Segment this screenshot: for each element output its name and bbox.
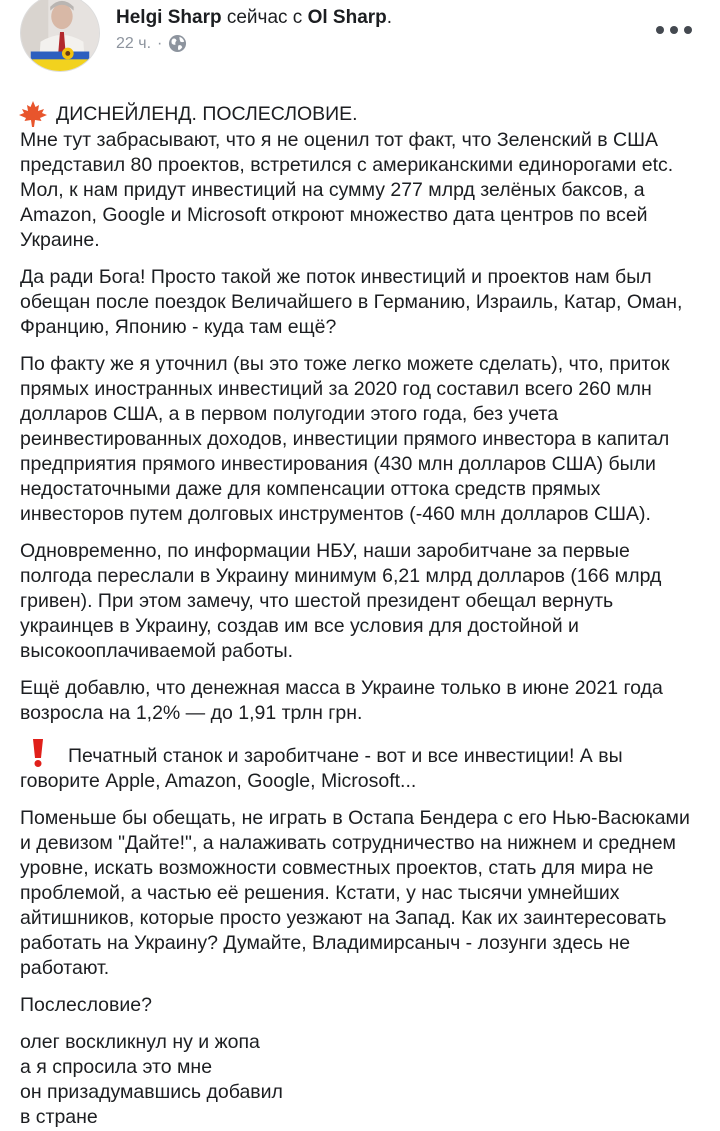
post-line: работать на Украину? Думайте, Владимирсаныч - лозунги здесь не: [20, 932, 631, 954]
globe-icon[interactable]: [168, 34, 187, 53]
post-body: [20, 100, 704, 1131]
post-line: а я спросила это мне: [20, 1056, 213, 1078]
post-line: он призадумавшись добавил: [20, 1081, 283, 1103]
post-line-text: Печатный станок и заробитчане - вот и все инвестиции! А вы: [68, 745, 623, 767]
post-line: обещан после поездок Величайшего в Германию, Израиль, Катар, Оман,: [20, 291, 683, 313]
post-title-line: [20, 100, 704, 128]
post-paragraph-3: [20, 352, 704, 527]
post-line: украинцев в Украину, создав им все условия для достойной и: [20, 615, 579, 637]
post-paragraph-9: [20, 1030, 704, 1130]
post-line: проблемой, а частью её решения. Кстати, у нас тысячи умнейших: [20, 882, 620, 904]
post-meta: [116, 34, 187, 53]
more-dots-icon: [684, 26, 692, 34]
author-name[interactable]: Helgi Sharp: [116, 7, 222, 28]
post-line: Amazon, Google и Microsoft откроют множество дата центров по всей: [20, 204, 648, 226]
post-line: реинвестированных доходов, инвестиции прямого инвестора в капитал: [20, 428, 670, 450]
more-dots-icon: [656, 26, 664, 34]
post-line: Послесловие?: [20, 994, 152, 1016]
post-paragraph-8: [20, 993, 704, 1018]
post-line: Одновременно, по информации НБУ, наши заробитчане за первые: [20, 540, 630, 562]
post-line: инвесторов путем долговых инструментов (-460 млн долларов США).: [20, 503, 651, 525]
post-line: Да ради Бога! Просто такой же поток инвестиций и проектов нам был: [20, 266, 652, 288]
post-line: Поменьше бы обещать, не играть в Остапа Бендера с его Нью-Васюками: [20, 807, 690, 829]
post-paragraph-1: [20, 100, 704, 253]
post-line: Мне тут забрасывают, что я не оценил тот факт, что Зеленский в США: [20, 129, 659, 151]
post-line: Ещё добавлю, что денежная масса в Украине только в июне 2021 года: [20, 677, 663, 699]
post-line: полгода переслали в Украину минимум 6,21 млрд долларов (166 млрд: [20, 565, 662, 587]
post-line: работают.: [20, 957, 110, 979]
more-options-button[interactable]: [656, 22, 692, 38]
exclamation-icon: [30, 738, 46, 768]
post-line: говорите Apple, Amazon, Google, Microsoft...: [20, 770, 417, 792]
post-line: гривен). При этом замечу, что шестой президент обещал вернуть: [20, 590, 614, 612]
post-line: предприятия прямого инвестирования (430 млн долларов США) были: [20, 453, 656, 475]
post-paragraph-7: [20, 806, 704, 981]
author-line-period: .: [386, 7, 393, 28]
more-dots-icon: [670, 26, 678, 34]
post-line: в стране: [20, 1106, 98, 1128]
post-line: Украине.: [20, 229, 100, 251]
post-line: высокооплачиваемой работы.: [20, 640, 294, 662]
post-line: долларов США, а в первом полугодии этого года, без учета: [20, 403, 559, 425]
post-line: Францию, Японию - куда там ещё?: [20, 316, 337, 338]
post-line: олег воскликнул ну и жопа: [20, 1031, 260, 1053]
post-line: [20, 738, 704, 769]
post-line: айтишников, которые просто уезжают на Запад. Как их заинтересовать: [20, 907, 667, 929]
post-time[interactable]: 22 ч.: [116, 34, 152, 52]
post-line: представил 80 проектов, встретился с американскими единорогами etc.: [20, 154, 674, 176]
avatar-photo: [21, 0, 99, 71]
post-line: прямых иностранных инвестиций за 2020 год составил всего 260 млн: [20, 378, 652, 400]
meta-separator: ·: [157, 34, 163, 52]
post-line: Мол, к нам придут инвестиций на сумму 277 млрд зелёных баксов, а: [20, 179, 645, 201]
tagged-user[interactable]: Ol Sharp: [307, 7, 387, 28]
avatar[interactable]: [20, 0, 100, 72]
post-title: ДИСНЕЙЛЕНД. ПОСЛЕСЛОВИЕ.: [56, 102, 358, 125]
post-paragraph-2: [20, 265, 704, 340]
post-paragraph-6: [20, 738, 704, 794]
author-line: [116, 7, 392, 29]
post-line: уровне, искать возможности совместных проектов, стать для мира не: [20, 857, 654, 879]
maple-leaf-icon: [18, 100, 48, 128]
post-line: По факту же я уточнил (вы это тоже легко можете сделать), что, приток: [20, 353, 670, 375]
post-line: недостаточными даже для компенсации оттока средств прямых: [20, 478, 601, 500]
author-action: сейчас с: [226, 7, 303, 28]
post-header: [0, 0, 720, 80]
post-line: возросла на 1,2% — до 1,91 трлн грн.: [20, 702, 363, 724]
post-paragraph-4: [20, 539, 704, 664]
post-paragraph-5: [20, 676, 704, 726]
post-line: и девизом "Дайте!", а налаживать сотрудничество на нижнем и среднем: [20, 832, 676, 854]
